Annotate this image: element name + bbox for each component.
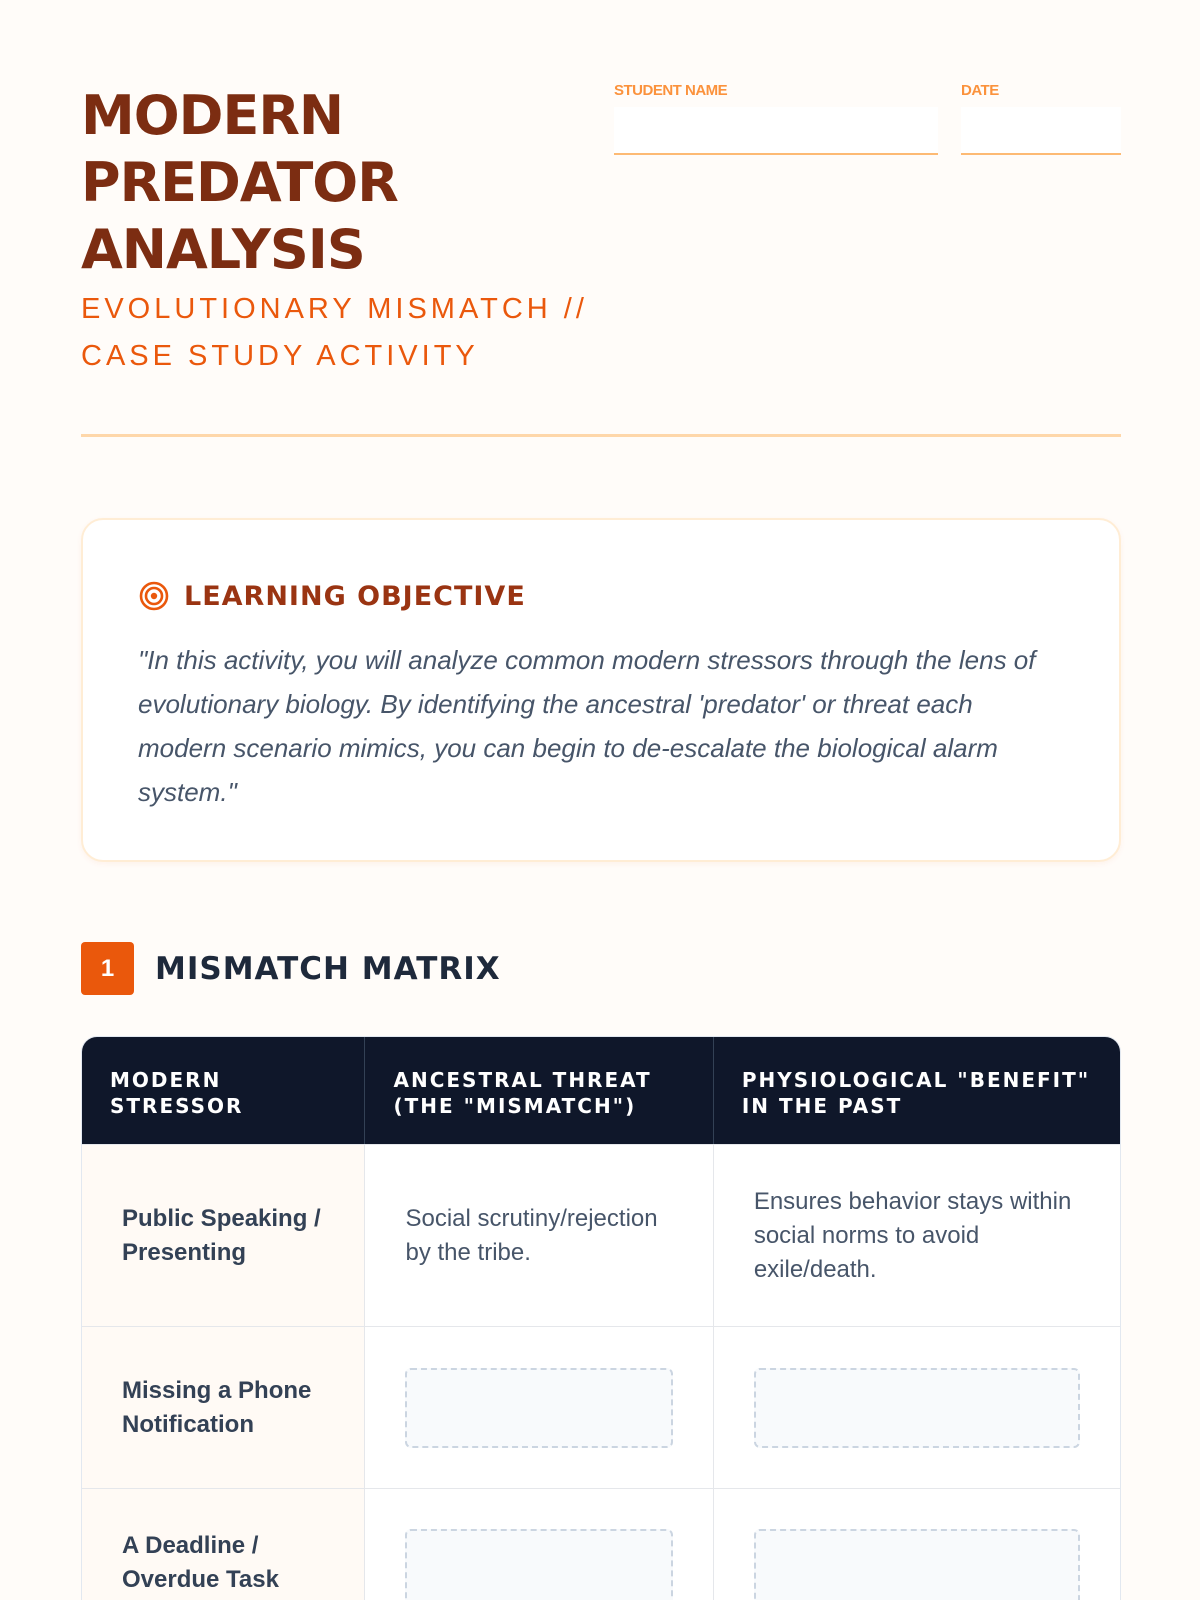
worksheet-page xyxy=(81,0,1121,1593)
benefit-text: Ensures behavior stays within social norms to avoid exile/death. xyxy=(753,1187,1072,1283)
table-row xyxy=(82,1326,1120,1488)
threat-answer-box[interactable] xyxy=(405,1368,672,1448)
benefit-answer-box[interactable] xyxy=(754,1368,1080,1448)
section-heading xyxy=(81,942,501,995)
stressor-cell xyxy=(82,1489,365,1600)
threat-answer-box[interactable] xyxy=(405,1529,672,1600)
column-header-modern-stressor: MODERN STRESSOR xyxy=(82,1037,365,1144)
date-field xyxy=(961,82,1121,155)
benefit-answer-box[interactable] xyxy=(754,1529,1080,1600)
date-input[interactable] xyxy=(961,107,1121,155)
mismatch-matrix-table xyxy=(81,1036,1121,1600)
table-row xyxy=(82,1144,1120,1326)
threat-text: Social scrutiny/rejection by the tribe. xyxy=(405,1204,658,1266)
table-row xyxy=(82,1488,1120,1600)
benefit-cell xyxy=(714,1145,1120,1326)
target-icon xyxy=(138,580,170,612)
page-subtitle: EVOLUTIONARY MISMATCH // CASE STUDY ACTIVITY xyxy=(81,293,588,372)
learning-objective-card xyxy=(81,518,1121,862)
section-title: MISMATCH MATRIX xyxy=(155,950,501,987)
date-label: DATE xyxy=(961,82,999,99)
student-name-input[interactable] xyxy=(614,107,938,155)
student-name-label: STUDENT NAME xyxy=(614,82,728,99)
stressor-text: Missing a Phone Notification xyxy=(122,1376,312,1438)
learning-objective-title: LEARNING OBJECTIVE xyxy=(184,580,526,612)
benefit-cell xyxy=(714,1327,1120,1488)
benefit-cell xyxy=(714,1489,1120,1600)
stressor-text: Public Speaking / Presenting xyxy=(122,1204,321,1266)
column-header-ancestral-threat: ANCESTRAL THREAT (THE "MISMATCH") xyxy=(365,1037,713,1144)
table-header-row xyxy=(82,1037,1120,1144)
column-header-physiological-benefit: PHYSIOLOGICAL "BENEFIT" IN THE PAST xyxy=(741,1068,1091,1118)
learning-objective-header xyxy=(138,580,526,612)
threat-cell xyxy=(365,1327,713,1488)
learning-objective-text: "In this activity, you will analyze common modern stressors through the lens of evolutionary biology. By identifying the ancestral 'predator' or threat each modern scenario mimics, you can begin to de-escalate the biological alarm system." xyxy=(138,645,1036,807)
page-title: MODERN PREDATOR ANALYSIS xyxy=(81,84,398,281)
threat-cell xyxy=(365,1489,713,1600)
stressor-text: A Deadline / Overdue Task xyxy=(122,1532,279,1593)
threat-cell xyxy=(365,1145,713,1326)
section-number-badge: 1 xyxy=(81,942,134,995)
worksheet-header xyxy=(81,0,1121,440)
stressor-cell xyxy=(82,1327,365,1488)
stressor-cell xyxy=(82,1145,365,1326)
header-divider xyxy=(81,434,1121,437)
student-name-field xyxy=(614,82,938,155)
